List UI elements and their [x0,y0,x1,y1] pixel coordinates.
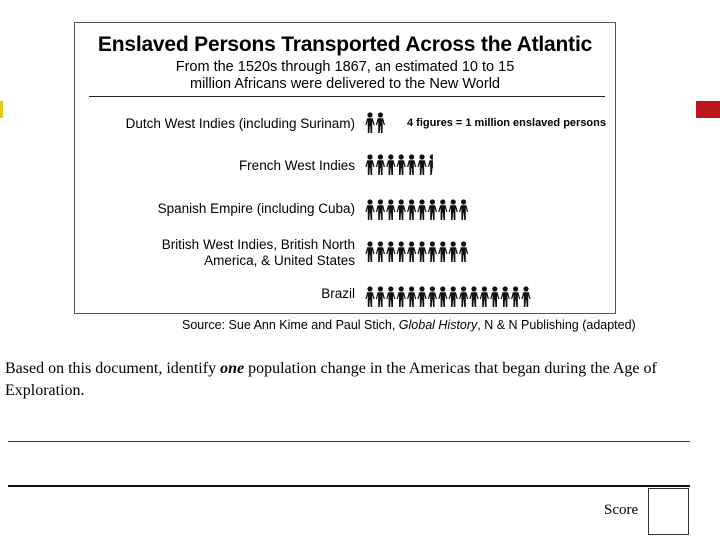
row-figures-brazil [365,286,534,308]
person-figure-icon [376,241,385,262]
figure-subtitle-line-2: million Africans were delivered to the New World [189,76,500,92]
person-figure-icon [376,154,385,175]
person-figure-icon [459,286,468,307]
title-divider [89,96,605,97]
person-figure-icon [365,154,374,175]
person-figure-icon [438,199,447,220]
answer-line-1[interactable] [8,441,690,442]
person-figure-icon [386,241,395,262]
question-text-after: population change in the Americas that began during the Age of Exploration. [5,360,657,399]
pictograph-figure [74,22,616,314]
person-figure-icon [428,199,437,220]
row-figures-british [365,241,471,263]
person-figure-icon [397,241,406,262]
figure-row-svg [365,286,534,308]
person-figure-icon [386,154,395,175]
row-label-dutch-west-indies [126,116,355,132]
question-text-before: Based on this document, identify [5,360,221,377]
question-prompt [5,358,695,402]
person-figure-icon [397,286,406,307]
row-label-line: Spanish Empire (including Cuba) [157,201,355,216]
score-box[interactable] [648,488,689,535]
person-figure-icon [386,199,395,220]
person-figure-icon [469,286,478,307]
person-figure-icon [365,199,374,220]
figure-subtitle-line-1: From the 1520s through 1867, an estimated 10 to 15 [175,59,515,75]
source-citation [182,318,636,332]
person-figure-icon [449,241,458,262]
row-label-line: Dutch West Indies (including Surinam) [125,116,355,131]
person-figure-icon [428,286,437,307]
row-label-line: French West Indies [238,158,355,173]
person-figure-icon [365,241,374,262]
person-figure-icon [365,112,374,133]
person-figure-icon [521,286,530,307]
person-figure-icon [417,154,426,175]
figure-row-svg [365,154,440,176]
person-figure-icon [407,286,416,307]
person-figure-icon [449,199,458,220]
person-figure-icon [438,286,447,307]
person-figure-icon [417,286,426,307]
person-figure-icon [428,154,437,175]
person-figure-icon [459,241,468,262]
person-figure-icon [459,199,468,220]
row-label-british [162,237,355,269]
row-label-spanish-empire [158,201,355,217]
person-figure-icon [490,286,499,307]
person-figure-icon [376,112,385,133]
person-figure-icon [407,241,416,262]
figure-row-svg [365,112,388,134]
person-figure-icon [397,199,406,220]
red-edge-marker [696,101,720,118]
source-suffix: , N & N Publishing (adapted) [477,318,636,332]
row-label-line: America, & United States [204,253,355,268]
row-label-line: British West Indies, British North [161,237,355,252]
question-emphasis: one [220,360,245,377]
row-figures-dutch-west-indies [365,112,388,134]
figure-row-svg [365,199,471,221]
person-figure-icon [428,241,437,262]
row-label-line: Brazil [321,286,355,301]
person-figure-icon [511,286,520,307]
person-figure-icon [397,154,406,175]
person-figure-icon [365,286,374,307]
person-figure-icon [417,241,426,262]
answer-line-2[interactable] [8,485,690,487]
person-figure-icon [386,286,395,307]
person-figure-icon [407,154,416,175]
score-label: Score [604,502,639,518]
person-figure-icon [376,199,385,220]
row-label-french-west-indies [239,158,355,174]
person-figure-icon [449,286,458,307]
pictograph-legend: 4 figures = 1 million enslaved persons [407,117,606,129]
row-label-brazil [321,286,355,302]
row-figures-french-west-indies [365,154,440,176]
person-figure-icon [438,241,447,262]
source-book-title: Global History [398,318,478,332]
figure-row-svg [365,241,471,263]
person-figure-icon [480,286,489,307]
source-prefix: Source: Sue Ann Kime and Paul Stich, [182,318,399,332]
yellow-edge-marker [0,101,3,118]
person-figure-icon [501,286,510,307]
person-figure-icon [376,286,385,307]
person-figure-icon [407,199,416,220]
row-figures-spanish-empire [365,199,471,221]
figure-subtitle [75,59,615,93]
person-figure-icon [417,199,426,220]
figure-title: Enslaved Persons Transported Across the Atlantic [97,33,593,56]
